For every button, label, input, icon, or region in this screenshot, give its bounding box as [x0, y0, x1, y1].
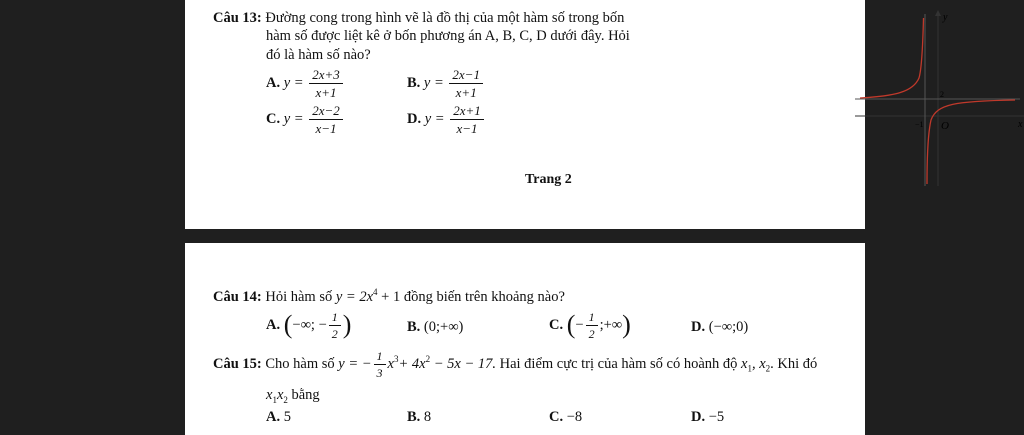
q15-exp2: 2	[425, 354, 431, 364]
q14-tail: đồng biến trên khoảng nào?	[403, 288, 565, 305]
q15-func-end: − 5x − 17.	[433, 355, 496, 372]
option-text: (−∞;0)	[708, 319, 749, 335]
option-pre: −∞; −	[292, 316, 327, 333]
paren-close: )	[342, 310, 352, 340]
q15-tail2: . Khi đó	[770, 355, 818, 372]
q15-sub1: 1	[747, 363, 752, 374]
denominator: 3	[376, 366, 383, 380]
y-label: y	[943, 12, 948, 23]
option-lhs: y =	[283, 110, 304, 127]
q15-question	[213, 350, 817, 379]
denominator: x−1	[456, 121, 478, 136]
asymptote-x-label: −1	[915, 120, 924, 129]
q13-option-a[interactable]	[266, 68, 345, 99]
option-letter: A.	[266, 409, 281, 425]
q15-tail: Hai điểm cực trị của hàm số có hoành độ	[499, 355, 738, 372]
q13-option-b[interactable]	[407, 68, 485, 99]
denominator: x+1	[455, 85, 477, 100]
q14-func-rhs: + 1	[381, 288, 401, 305]
q14-label: Câu 14:	[213, 288, 262, 305]
q15-sub2: 2	[765, 363, 771, 374]
option-letter: D.	[691, 319, 706, 335]
q15-x1: x	[741, 355, 748, 372]
denominator: 2	[588, 327, 595, 341]
option-letter: D.	[407, 110, 422, 127]
q13-line1	[213, 11, 624, 26]
option-letter: B.	[407, 74, 421, 91]
option-letter: D.	[691, 409, 706, 425]
q15-exp3: 3	[393, 354, 399, 364]
curve-left-branch	[860, 18, 924, 98]
q14-question	[213, 288, 565, 304]
q13-option-d[interactable]	[407, 104, 486, 135]
q15-text: Cho hàm số	[265, 355, 335, 372]
paren-close: )	[622, 310, 631, 340]
q14-option-d[interactable]	[691, 320, 748, 335]
numerator: 2x+1	[450, 104, 484, 120]
denominator: 2	[331, 327, 338, 341]
q15-func-pre: y = −	[338, 355, 372, 372]
q15-l2-tail: bằng	[291, 387, 320, 403]
q15-l2-x1: x	[266, 387, 273, 403]
option-value: 8	[423, 409, 432, 425]
q13-line3: đó là hàm số nào?	[266, 47, 371, 63]
option-letter: A.	[266, 74, 281, 91]
option-text: (0;+∞)	[423, 319, 464, 335]
option-lhs: y =	[424, 110, 445, 127]
q15-func-mid: + 4x	[398, 355, 426, 372]
numerator: 1	[374, 350, 386, 365]
origin-label: O	[941, 120, 949, 132]
numerator: 1	[329, 311, 341, 326]
q15-option-a[interactable]	[266, 410, 291, 425]
option-value: −8	[566, 409, 583, 425]
numerator: 2x−1	[449, 68, 483, 84]
fraction	[449, 68, 483, 99]
option-post: ;+∞	[599, 316, 623, 333]
q15-option-b[interactable]	[407, 410, 431, 425]
q14-option-b[interactable]	[407, 320, 463, 335]
curve-right-branch	[927, 100, 1015, 184]
page-footer: Trang 2	[525, 172, 572, 187]
fraction	[450, 104, 484, 135]
fraction	[309, 104, 343, 135]
option-letter: A.	[266, 316, 281, 333]
fraction	[374, 350, 386, 379]
option-letter: C.	[266, 110, 281, 127]
option-letter: C.	[549, 409, 564, 425]
q14-func: y = 2x	[335, 288, 374, 305]
q15-l2-x2: x	[276, 387, 284, 403]
fraction	[586, 311, 598, 340]
denominator: x−1	[315, 121, 337, 136]
q15-option-c[interactable]	[549, 410, 582, 425]
option-value: −5	[708, 409, 725, 425]
q15-line2	[266, 388, 320, 405]
q14-exp: 4	[373, 287, 378, 297]
denominator: x+1	[315, 85, 337, 100]
option-letter: C.	[549, 316, 564, 333]
q15-l2-sub1: 1	[272, 394, 277, 405]
paren-open: (	[566, 310, 576, 340]
q13-text1: Đường cong trong hình vẽ là đồ thị của một hàm số trong bốn	[265, 10, 625, 26]
q13-option-c[interactable]	[266, 104, 345, 135]
option-letter: B.	[407, 319, 421, 335]
q15-label: Câu 15:	[213, 355, 262, 372]
q13-label: Câu 13:	[213, 10, 262, 26]
page-1	[185, 0, 1023, 229]
x-label: x	[1018, 119, 1023, 130]
q14-option-c[interactable]	[549, 311, 631, 340]
numerator: 2x+3	[309, 68, 343, 84]
option-lhs: y =	[423, 74, 444, 91]
q15-x: x	[387, 355, 394, 372]
q15-option-d[interactable]	[691, 410, 724, 425]
option-value: 5	[283, 409, 291, 425]
option-pre: −	[575, 316, 584, 333]
asymptote-y-label: 2	[940, 90, 944, 99]
q15-x2: , x	[751, 355, 766, 372]
paren-open: (	[283, 310, 293, 340]
option-lhs: y =	[283, 74, 304, 91]
fraction	[329, 311, 341, 340]
q15-l2-sub2: 2	[283, 394, 288, 405]
page-2	[185, 243, 865, 435]
numerator: 2x−2	[309, 104, 343, 120]
q13-line2: hàm số được liệt kê ở bốn phương án A, B, C, D dưới đây. Hỏi	[266, 28, 630, 44]
fraction	[309, 68, 343, 99]
numerator: 1	[586, 311, 598, 326]
q14-text: Hỏi hàm số	[265, 288, 333, 305]
y-axis-arrow	[935, 10, 941, 16]
function-graph	[855, 8, 1024, 190]
q14-option-a[interactable]	[266, 311, 351, 340]
option-letter: B.	[407, 409, 421, 425]
